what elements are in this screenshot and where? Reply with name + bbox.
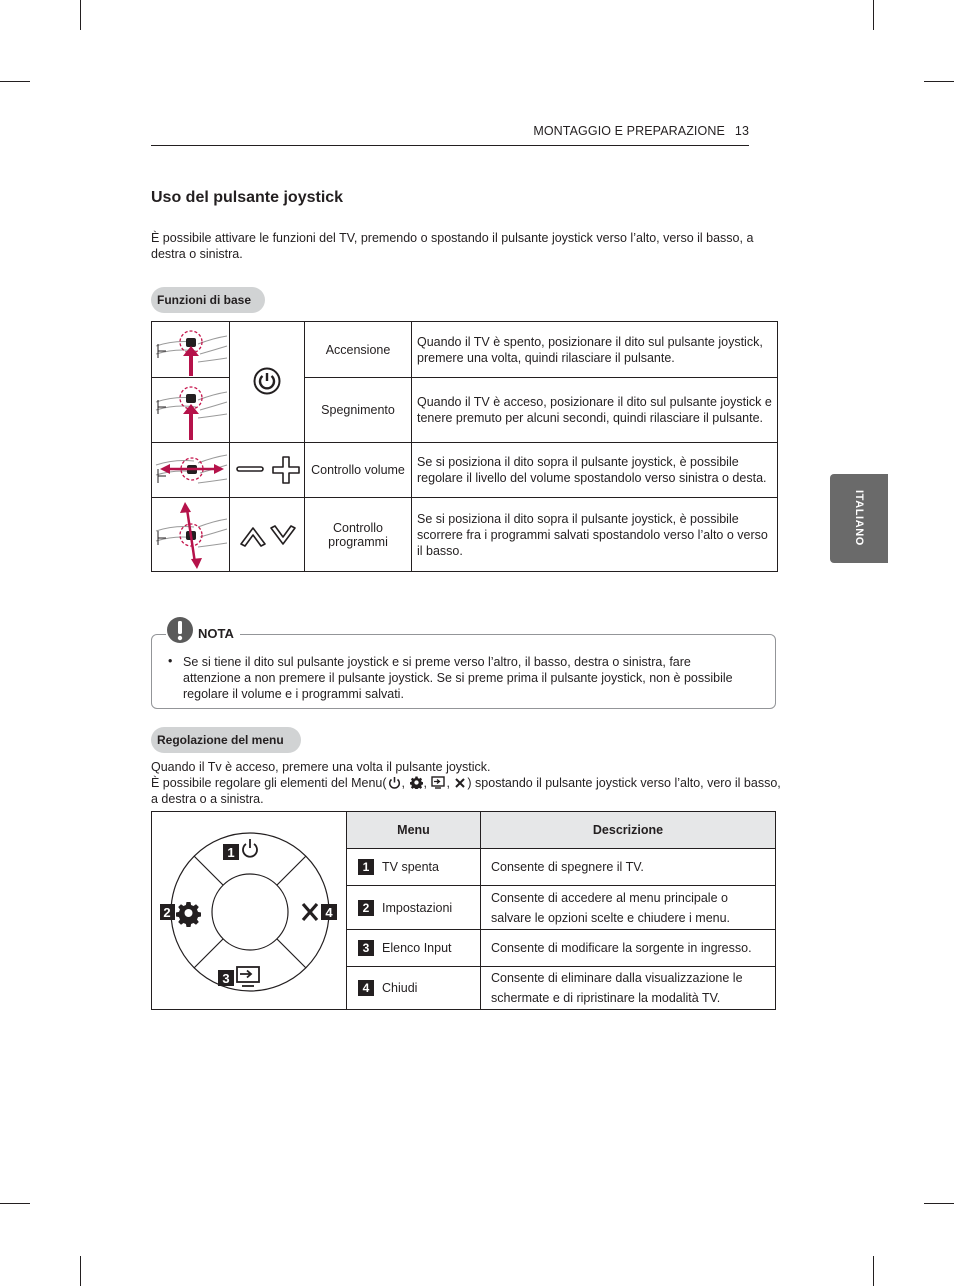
crop-mark <box>924 81 954 82</box>
joystick-press-illustration <box>154 380 228 440</box>
section-label-menu: Regolazione del menu <box>151 727 301 753</box>
column-header: Menu <box>397 823 430 837</box>
number-badge: 4 <box>358 980 374 996</box>
number-badge-label: 1 <box>227 845 235 860</box>
function-description: Quando il TV è spento, posizionare il dito sul pulsante joystick, premere una volta, quindi rilasciare il pulsante. <box>417 334 763 365</box>
number-badge-label: 2 <box>163 905 171 920</box>
joystick-left-right-illustration <box>154 445 228 495</box>
note-header <box>166 612 240 648</box>
menu-item <box>358 886 480 929</box>
menu-description: Consente di accedere al menu principale o salvare le opzioni scelte e chiudere i menu. <box>491 890 731 925</box>
function-description: Quando il TV è acceso, posizionare il dito sul pulsante joystick e tenere premuto per alcuni secondi, quindi rilasciare il pulsante. <box>417 395 772 425</box>
page-number: 13 <box>734 124 749 138</box>
page-title: Uso del pulsante joystick <box>151 189 344 206</box>
menu-item <box>358 930 480 966</box>
running-header <box>151 121 749 146</box>
crop-mark <box>873 0 874 30</box>
chevron-up-icon <box>239 524 267 548</box>
joystick-menu-diagram <box>160 822 340 1002</box>
function-name: Accensione <box>325 342 391 357</box>
power-icon <box>253 367 281 395</box>
joystick-press-illustration <box>154 324 228 376</box>
menu-name: Chiudi <box>382 981 418 995</box>
column-header: Descrizione <box>592 823 664 837</box>
section-label-basic: Funzioni di base <box>151 287 265 313</box>
warning-icon <box>166 616 194 644</box>
function-description: Se si posiziona il dito sopra il pulsante joystick, è possibile regolare il livello del volume spostandolo verso sinistra o desta. <box>417 455 767 485</box>
crop-mark <box>0 81 30 82</box>
function-name: Spegnimento <box>321 403 395 417</box>
menu-intro-line: È possibile regolare gli elementi del Menu( , , , ) spostando il pulsante joystick verso l’alto, vero il basso, a destra o a sinistra. <box>151 776 781 806</box>
crop-mark <box>80 0 81 30</box>
section-title: MONTAGGIO E PREPARAZIONE <box>533 124 725 138</box>
power-icon <box>388 776 401 789</box>
menu-description: Consente di spegnere il TV. <box>491 860 644 874</box>
bullet: • <box>168 654 173 668</box>
chevron-down-icon <box>269 524 297 548</box>
note-text: Se si tiene il dito sul pulsante joystick e si preme verso l’altro, il basso, destra o sinistra, fare attenzione a non premere il pulsante joystick. Se si preme prima il pulsante joystick, non è possibile regolare il volume e i programmi salvati. <box>183 655 733 701</box>
menu-description: Consente di modificare la sorgente in ingresso. <box>491 941 752 955</box>
function-name: Controllo volume <box>311 463 405 477</box>
intro-text: È possibile attivare le funzioni del TV, premendo o spostando il pulsante joystick verso l’alto, verso il basso, a destra o sinistra. <box>151 231 754 261</box>
menu-intro-line: Quando il Tv è acceso, premere una volta il pulsante joystick. <box>151 760 491 774</box>
menu-item <box>358 849 480 885</box>
note-label: NOTA <box>198 625 234 641</box>
menu-item <box>358 967 480 1009</box>
menu-name: Impostazioni <box>382 900 453 915</box>
input-icon <box>431 776 445 789</box>
crop-mark <box>0 1203 30 1204</box>
crop-mark <box>80 1256 81 1286</box>
menu-name: Elenco Input <box>382 941 452 955</box>
basic-functions-table <box>151 321 778 572</box>
function-description: Se si posiziona il dito sopra il pulsante joystick, è possibile scorrere fra i programmi salvati spostandolo verso l’alto o verso il basso. <box>417 511 768 558</box>
number-badge: 3 <box>358 940 374 956</box>
number-badge: 1 <box>358 859 374 875</box>
gear-icon <box>176 902 201 927</box>
joystick-up-down-illustration <box>154 499 228 571</box>
function-name: Controllo programmi <box>328 520 388 549</box>
number-badge-label: 3 <box>222 971 230 986</box>
language-tab <box>830 474 888 563</box>
menu-name: TV spenta <box>382 860 439 874</box>
number-badge: 2 <box>358 900 374 916</box>
menu-intro <box>151 759 781 807</box>
language-label: ITALIANO <box>853 490 865 546</box>
number-badge-label: 4 <box>325 905 333 920</box>
close-icon <box>454 777 466 789</box>
menu-table <box>151 811 776 1010</box>
minus-icon <box>236 466 264 472</box>
crop-mark <box>924 1203 954 1204</box>
crop-mark <box>873 1256 874 1286</box>
gear-icon <box>410 776 423 789</box>
menu-description: Consente di eliminare dalla visualizzazione le schermate e di ripristinare la modalità TV. <box>491 971 743 1005</box>
plus-icon <box>271 455 301 485</box>
